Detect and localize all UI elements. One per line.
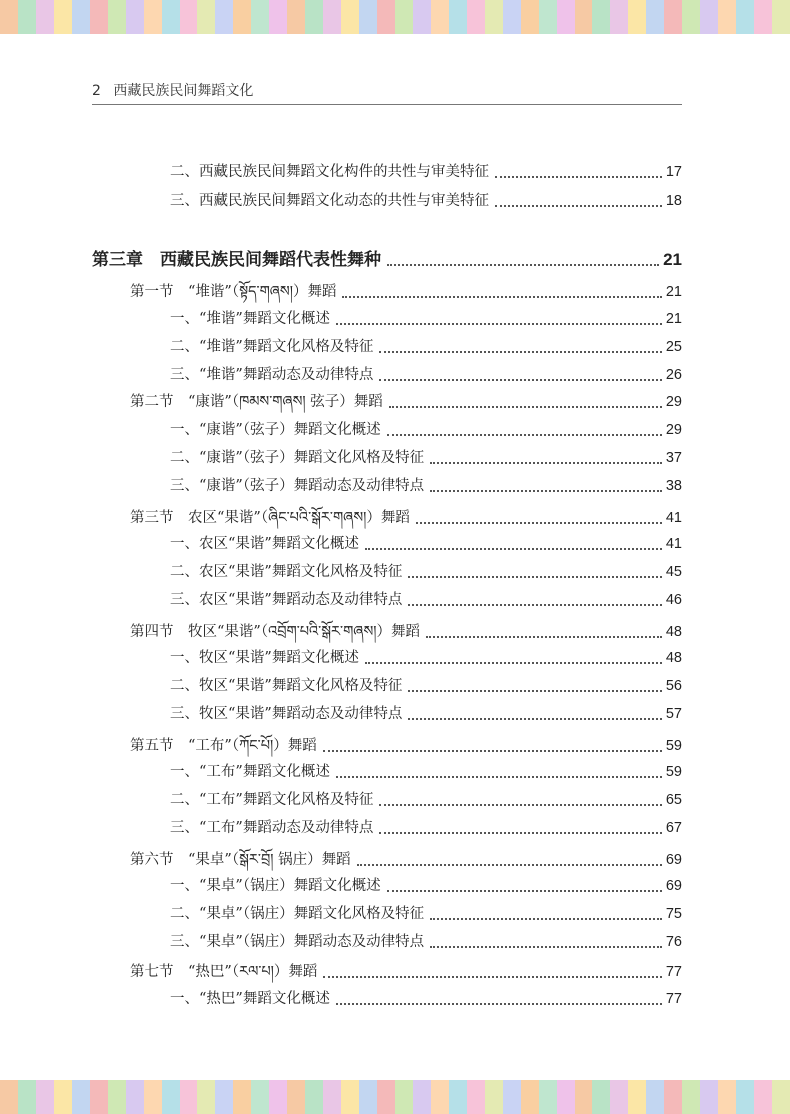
toc-entry-title: 三、“工布”舞蹈动态及动律特点: [170, 820, 374, 836]
toc-leader-dots: [430, 946, 662, 948]
color-stripe: [377, 0, 395, 34]
color-stripe: [449, 0, 467, 34]
color-stripe: [413, 1080, 431, 1114]
color-stripe: [592, 0, 610, 34]
toc-page-number: 46: [665, 592, 682, 608]
toc-subsection: [170, 590, 682, 610]
color-stripe: [503, 1080, 521, 1114]
toc-subsection: [170, 818, 682, 838]
color-stripe: [269, 0, 287, 34]
color-stripe: [215, 1080, 233, 1114]
toc-page-number: 17: [665, 164, 682, 180]
toc-entry-title: 三、“果卓”（锅庄）舞蹈动态及动律特点: [170, 934, 425, 950]
toc-entry-title: 二、“工布”舞蹈文化风格及特征: [170, 792, 374, 808]
color-stripe: [359, 0, 377, 34]
color-stripe: [718, 1080, 736, 1114]
toc-leader-dots: [387, 264, 659, 266]
toc-page-number: 26: [665, 367, 682, 383]
header-book-title: 西藏民族民间舞蹈文化: [113, 83, 254, 99]
toc-page-number: 21: [663, 250, 682, 269]
toc-entry-title: 第四节 牧区“果谐”（འབྲོག་པའི་སྒོར་གཞས།）舞蹈: [130, 624, 420, 640]
toc-leader-dots: [336, 1003, 662, 1005]
color-stripe: [521, 0, 539, 34]
color-stripe: [36, 0, 54, 34]
color-stripe: [126, 0, 144, 34]
color-stripe: [557, 0, 575, 34]
color-stripe: [395, 1080, 413, 1114]
header-rule: [92, 104, 682, 105]
color-stripe: [305, 1080, 323, 1114]
toc-entry-title: 第一节 “堆谐”（སྟོད་གཞས།）舞蹈: [130, 284, 337, 300]
color-stripe: [341, 0, 359, 34]
color-stripe: [557, 1080, 575, 1114]
color-stripe: [323, 0, 341, 34]
toc-page-number: 41: [665, 536, 682, 552]
color-stripe: [485, 1080, 503, 1114]
color-stripe: [54, 1080, 72, 1114]
toc-page-number: 29: [665, 422, 682, 438]
toc-entry-title: 三、西藏民族民间舞蹈文化动态的共性与审美特征: [170, 193, 489, 209]
toc-page-number: 18: [665, 193, 682, 209]
color-stripe: [575, 0, 593, 34]
color-stripe: [180, 1080, 198, 1114]
color-stripe: [610, 1080, 628, 1114]
toc-subsection: [170, 932, 682, 952]
toc-chapter: [92, 250, 682, 270]
toc-leader-dots: [342, 296, 661, 298]
toc-page-number: 57: [665, 706, 682, 722]
toc-entry-title: 二、农区“果谐”舞蹈文化风格及特征: [170, 564, 403, 580]
toc-subsection: [170, 162, 682, 182]
color-stripe: [664, 1080, 682, 1114]
toc-page-number: 77: [665, 964, 682, 980]
color-stripe: [251, 1080, 269, 1114]
color-stripe: [90, 0, 108, 34]
toc-subsection: [170, 704, 682, 724]
toc-entry-title: 一、牧区“果谐”舞蹈文化概述: [170, 650, 359, 666]
toc-page-number: 75: [665, 906, 682, 922]
color-stripe: [233, 1080, 251, 1114]
toc-leader-dots: [430, 490, 662, 492]
color-stripe: [90, 1080, 108, 1114]
color-stripe: [485, 0, 503, 34]
color-stripe: [467, 0, 485, 34]
toc-subsection: [170, 365, 682, 385]
toc-leader-dots: [495, 176, 662, 178]
color-stripe: [431, 0, 449, 34]
toc-page-number: 29: [665, 394, 682, 410]
toc-page-number: 37: [665, 450, 682, 466]
toc-leader-dots: [389, 406, 662, 408]
toc-page-number: 48: [665, 624, 682, 640]
color-stripe: [628, 0, 646, 34]
toc-leader-dots: [336, 776, 662, 778]
color-stripe: [628, 1080, 646, 1114]
color-stripe: [700, 1080, 718, 1114]
color-stripe: [431, 1080, 449, 1114]
toc-leader-dots: [323, 976, 661, 978]
color-stripe: [287, 1080, 305, 1114]
toc-subsection: [170, 562, 682, 582]
toc-section: [130, 508, 682, 528]
color-stripe: [413, 0, 431, 34]
color-stripe: [305, 0, 323, 34]
toc-leader-dots: [408, 604, 662, 606]
toc-leader-dots: [430, 462, 662, 464]
toc-entry-title: 一、“工布”舞蹈文化概述: [170, 764, 330, 780]
color-stripe: [377, 1080, 395, 1114]
toc-entry-title: 第二节 “康谐”（ཁམས་གཞས། 弦子）舞蹈: [130, 394, 383, 410]
color-stripe: [287, 0, 305, 34]
toc-leader-dots: [379, 351, 662, 353]
toc-subsection: [170, 534, 682, 554]
toc-entry-title: 一、“热巴”舞蹈文化概述: [170, 991, 330, 1007]
toc-entry-title: 第五节 “工布”（ཀོང་པོ།）舞蹈: [130, 738, 317, 754]
toc-leader-dots: [323, 750, 662, 752]
color-stripe: [754, 0, 772, 34]
color-stripe: [0, 0, 18, 34]
color-stripe: [251, 0, 269, 34]
color-stripe: [736, 0, 754, 34]
toc-entry-title: 二、“堆谐”舞蹈文化风格及特征: [170, 339, 374, 355]
toc-page-number: 59: [665, 764, 682, 780]
toc-subsection: [170, 337, 682, 357]
toc-subsection: [170, 904, 682, 924]
toc-leader-dots: [387, 890, 662, 892]
color-stripe: [269, 1080, 287, 1114]
toc-page-number: 76: [665, 934, 682, 950]
color-stripe: [700, 0, 718, 34]
color-stripe: [197, 0, 215, 34]
toc-page-number: 69: [665, 878, 682, 894]
color-stripe: [162, 0, 180, 34]
color-stripe: [592, 1080, 610, 1114]
color-stripe: [0, 1080, 18, 1114]
color-stripe: [503, 0, 521, 34]
toc-subsection: [170, 676, 682, 696]
toc-entry-title: 二、牧区“果谐”舞蹈文化风格及特征: [170, 678, 403, 694]
toc-page-number: 65: [665, 792, 682, 808]
toc-page-number: 21: [665, 284, 682, 300]
toc-entry-title: 二、“康谐”（弦子）舞蹈文化风格及特征: [170, 450, 425, 466]
toc-subsection: [170, 989, 682, 1009]
toc-subsection: [170, 309, 682, 329]
toc-entry-title: 二、“果卓”（锅庄）舞蹈文化风格及特征: [170, 906, 425, 922]
color-stripe: [180, 0, 198, 34]
color-stripe: [646, 0, 664, 34]
color-stripe: [108, 0, 126, 34]
toc-leader-dots: [336, 323, 662, 325]
toc-entry-title: 二、西藏民族民间舞蹈文化构件的共性与审美特征: [170, 164, 489, 180]
toc-page-number: 69: [665, 852, 682, 868]
toc-subsection: [170, 420, 682, 440]
color-stripe: [539, 1080, 557, 1114]
color-stripe: [108, 1080, 126, 1114]
color-stripe: [395, 0, 413, 34]
toc-page-number: 48: [665, 650, 682, 666]
toc-entry-title: 第三章 西藏民族民间舞蹈代表性舞种: [92, 250, 381, 270]
toc-page-number: 56: [665, 678, 682, 694]
toc-entry-title: 三、“康谐”（弦子）舞蹈动态及动律特点: [170, 478, 425, 494]
toc-section: [130, 962, 682, 982]
color-stripe: [772, 1080, 790, 1114]
color-stripe: [467, 1080, 485, 1114]
color-stripe: [162, 1080, 180, 1114]
toc-entry-title: 一、“康谐”（弦子）舞蹈文化概述: [170, 422, 381, 438]
toc-leader-dots: [408, 576, 662, 578]
toc-leader-dots: [416, 522, 662, 524]
color-stripe: [610, 0, 628, 34]
toc-entry-title: 三、牧区“果谐”舞蹈动态及动律特点: [170, 706, 403, 722]
color-stripe: [359, 1080, 377, 1114]
bottom-color-stripes: [0, 1080, 790, 1114]
toc-section: [130, 622, 682, 642]
color-stripe: [575, 1080, 593, 1114]
toc-leader-dots: [408, 690, 662, 692]
color-stripe: [772, 0, 790, 34]
color-stripe: [72, 0, 90, 34]
color-stripe: [36, 1080, 54, 1114]
color-stripe: [718, 0, 736, 34]
color-stripe: [18, 0, 36, 34]
toc-page-number: 59: [665, 738, 682, 754]
color-stripe: [754, 1080, 772, 1114]
toc-leader-dots: [430, 918, 662, 920]
color-stripe: [646, 1080, 664, 1114]
toc-page-number: 67: [665, 820, 682, 836]
color-stripe: [341, 1080, 359, 1114]
toc-entry-title: 一、“堆谐”舞蹈文化概述: [170, 311, 330, 327]
top-color-stripes: [0, 0, 790, 34]
color-stripe: [664, 0, 682, 34]
toc-leader-dots: [357, 864, 662, 866]
toc-entry-title: 一、农区“果谐”舞蹈文化概述: [170, 536, 359, 552]
toc-subsection: [170, 191, 682, 211]
color-stripe: [197, 1080, 215, 1114]
color-stripe: [682, 1080, 700, 1114]
toc-leader-dots: [365, 662, 662, 664]
toc-leader-dots: [387, 434, 662, 436]
color-stripe: [144, 1080, 162, 1114]
toc-entry-title: 一、“果卓”（锅庄）舞蹈文化概述: [170, 878, 381, 894]
toc-page-number: 25: [665, 339, 682, 355]
color-stripe: [682, 0, 700, 34]
toc-page-number: 41: [665, 510, 682, 526]
toc-leader-dots: [379, 832, 662, 834]
toc-entry-title: 三、“堆谐”舞蹈动态及动律特点: [170, 367, 374, 383]
running-header: [92, 80, 682, 100]
toc-section: [130, 282, 682, 302]
color-stripe: [126, 1080, 144, 1114]
color-stripe: [539, 0, 557, 34]
toc-leader-dots: [426, 636, 662, 638]
toc-page-number: 45: [665, 564, 682, 580]
toc-section: [130, 736, 682, 756]
toc-leader-dots: [379, 804, 662, 806]
toc-subsection: [170, 876, 682, 896]
color-stripe: [449, 1080, 467, 1114]
header-page-number: 2: [92, 83, 101, 99]
toc-section: [130, 392, 682, 412]
color-stripe: [215, 0, 233, 34]
toc-section: [130, 850, 682, 870]
color-stripe: [521, 1080, 539, 1114]
toc-entry-title: 第七节 “热巴”（རལ་པ།）舞蹈: [130, 964, 318, 980]
toc-subsection: [170, 762, 682, 782]
toc-subsection: [170, 448, 682, 468]
toc-leader-dots: [379, 379, 662, 381]
toc-page-number: 21: [665, 311, 682, 327]
toc-page-number: 38: [665, 478, 682, 494]
color-stripe: [18, 1080, 36, 1114]
toc-subsection: [170, 648, 682, 668]
color-stripe: [54, 0, 72, 34]
color-stripe: [72, 1080, 90, 1114]
toc-entry-title: 第三节 农区“果谐”（ཞིང་པའི་སྒོར་གཞས།）舞蹈: [130, 510, 410, 526]
toc-entry-title: 三、农区“果谐”舞蹈动态及动律特点: [170, 592, 403, 608]
color-stripe: [144, 0, 162, 34]
color-stripe: [323, 1080, 341, 1114]
toc-subsection: [170, 476, 682, 496]
toc-entry-title: 第六节 “果卓”（སྒོར་བྲོ། 锅庄）舞蹈: [130, 852, 351, 868]
toc-leader-dots: [495, 205, 662, 207]
color-stripe: [233, 0, 251, 34]
color-stripe: [736, 1080, 754, 1114]
toc-leader-dots: [408, 718, 662, 720]
toc-page-number: 77: [665, 991, 682, 1007]
toc-leader-dots: [365, 548, 662, 550]
toc-subsection: [170, 790, 682, 810]
